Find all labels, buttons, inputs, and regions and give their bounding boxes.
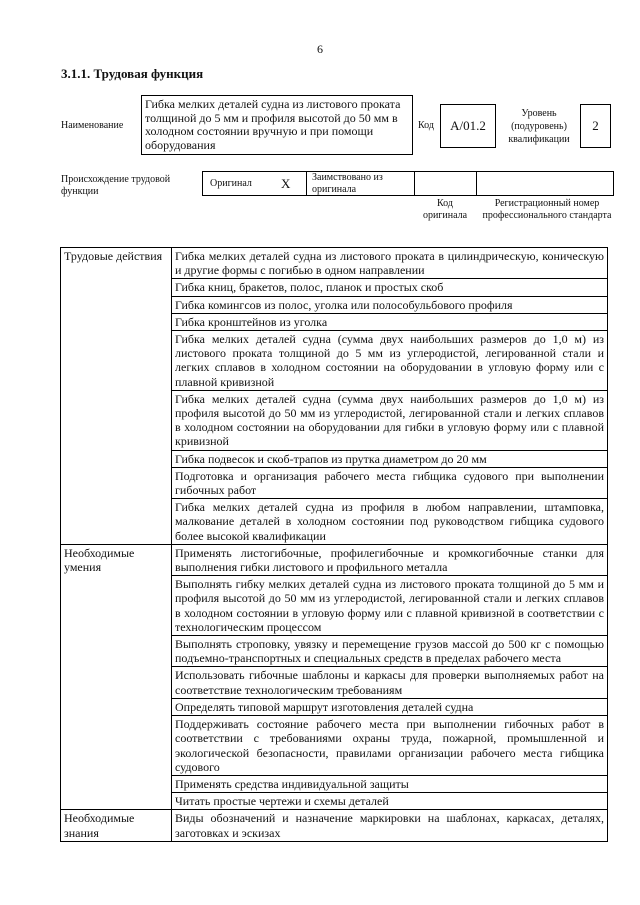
- origin-divider-3: [476, 171, 477, 196]
- name-label: Наименование: [61, 120, 124, 131]
- table-cell: Гибка мелких деталей судна (сумма двух наибольших размеров до 1,0 м) из листового проката толщиной до 5 мм из углеродистой, легированной стали и легких сплавов в холодном состоянии на оборудовании в угловую форму или с плавной кривизной: [172, 331, 608, 391]
- table-cell: Гибка комингсов из полос, уголка или полособульбового профиля: [172, 296, 608, 313]
- level-value-box: 2: [580, 104, 611, 148]
- table-cell: Применять средства индивидуальной защиты: [172, 775, 608, 792]
- table-cell: Выполнять строповку, увязку и перемещение грузов массой до 500 кг с помощью подъемно-транспортных и специальных средств в пределах рабочего места: [172, 636, 608, 667]
- borrowed-label: Заимствовано из оригинала: [312, 172, 383, 195]
- table-row: [61, 544, 608, 575]
- table-cell: Гибка мелких деталей судна (сумма двух наибольших размеров до 1,0 м) из профиля высотой до 50 мм из углеродистой, легированной стали и легких сплавов в холодном состоянии на оборудовании для гибки в угловую форму или с плавной кривизной: [172, 390, 608, 450]
- original-mark: X: [281, 176, 291, 191]
- category-cell: Необходимые знания: [61, 810, 172, 841]
- function-table: [60, 247, 608, 842]
- category-cell: Необходимые умения: [61, 544, 172, 809]
- table-cell: Использовать гибочные шаблоны и каркасы для проверки выполняемых работ на соответствие технологическим требованиям: [172, 667, 608, 698]
- origin-divider-1: [306, 171, 307, 196]
- reg-number-caption: Регистрационный номер профессионального стандарта: [482, 198, 612, 221]
- table-cell: Гибка подвесок и скоб-трапов из прутка диаметром до 20 мм: [172, 450, 608, 467]
- level-label: Уровень (подуровень) квалификации: [508, 108, 570, 145]
- table-cell: Применять листогибочные, профилегибочные и кромкогибочные станки для выполнения гибки листового и профильного металла: [172, 544, 608, 575]
- table-cell: Гибка мелких деталей судна из листового проката в цилиндрическую, коническую и другие формы с погибью в одном направлении: [172, 248, 608, 279]
- section-title: 3.1.1. Трудовая функция: [61, 66, 204, 81]
- origin-label: Происхождение трудовой функции: [61, 174, 171, 197]
- origin-divider-2: [414, 171, 415, 196]
- code-label: Код: [418, 120, 434, 131]
- table-cell: Гибка книц, бракетов, полос, планок и простых скоб: [172, 279, 608, 296]
- table-row: [61, 248, 608, 279]
- table-cell: Гибка кронштейнов из уголка: [172, 313, 608, 330]
- code-original-caption: Код оригинала: [422, 198, 468, 221]
- table-cell: Читать простые чертежи и схемы деталей: [172, 793, 608, 810]
- table-cell: Выполнять гибку мелких деталей судна из листового проката толщиной до 5 мм и профиля высотой до 50 мм из углеродистой, легированной стали и легких сплавов в холодном состоянии в угловую форму или с плавной кривизной в соответствии с технологическим процессом: [172, 576, 608, 636]
- page-number: 6: [317, 42, 323, 56]
- table-cell: Определять типовой маршрут изготовления деталей судна: [172, 698, 608, 715]
- category-cell: Трудовые действия: [61, 248, 172, 545]
- table-cell: Виды обозначений и назначение маркировки на шаблонах, каркасах, деталях, заготовках и эскизах: [172, 810, 608, 841]
- table-row: [61, 810, 608, 841]
- table-cell: Поддерживать состояние рабочего места при выполнении гибочных работ в соответствии с требованиями охраны труда, пожарной, промышленной и экологической безопасности, правилами организации рабочего места гибщика судового: [172, 716, 608, 776]
- function-name-box: Гибка мелких деталей судна из листового проката толщиной до 5 мм и профиля высотой до 50 мм в холодном состоянии вручную и при помощи оборудования: [141, 95, 413, 155]
- original-label: Оригинал: [210, 178, 252, 189]
- table-cell: Гибка мелких деталей судна из профиля в любом направлении, штамповка, малкование деталей в холодном состоянии под руководством гибщика судового более высокой квалификации: [172, 499, 608, 545]
- code-value-box: А/01.2: [440, 104, 496, 148]
- table-cell: Подготовка и организация рабочего места гибщика судового при выполнении гибочных работ: [172, 467, 608, 498]
